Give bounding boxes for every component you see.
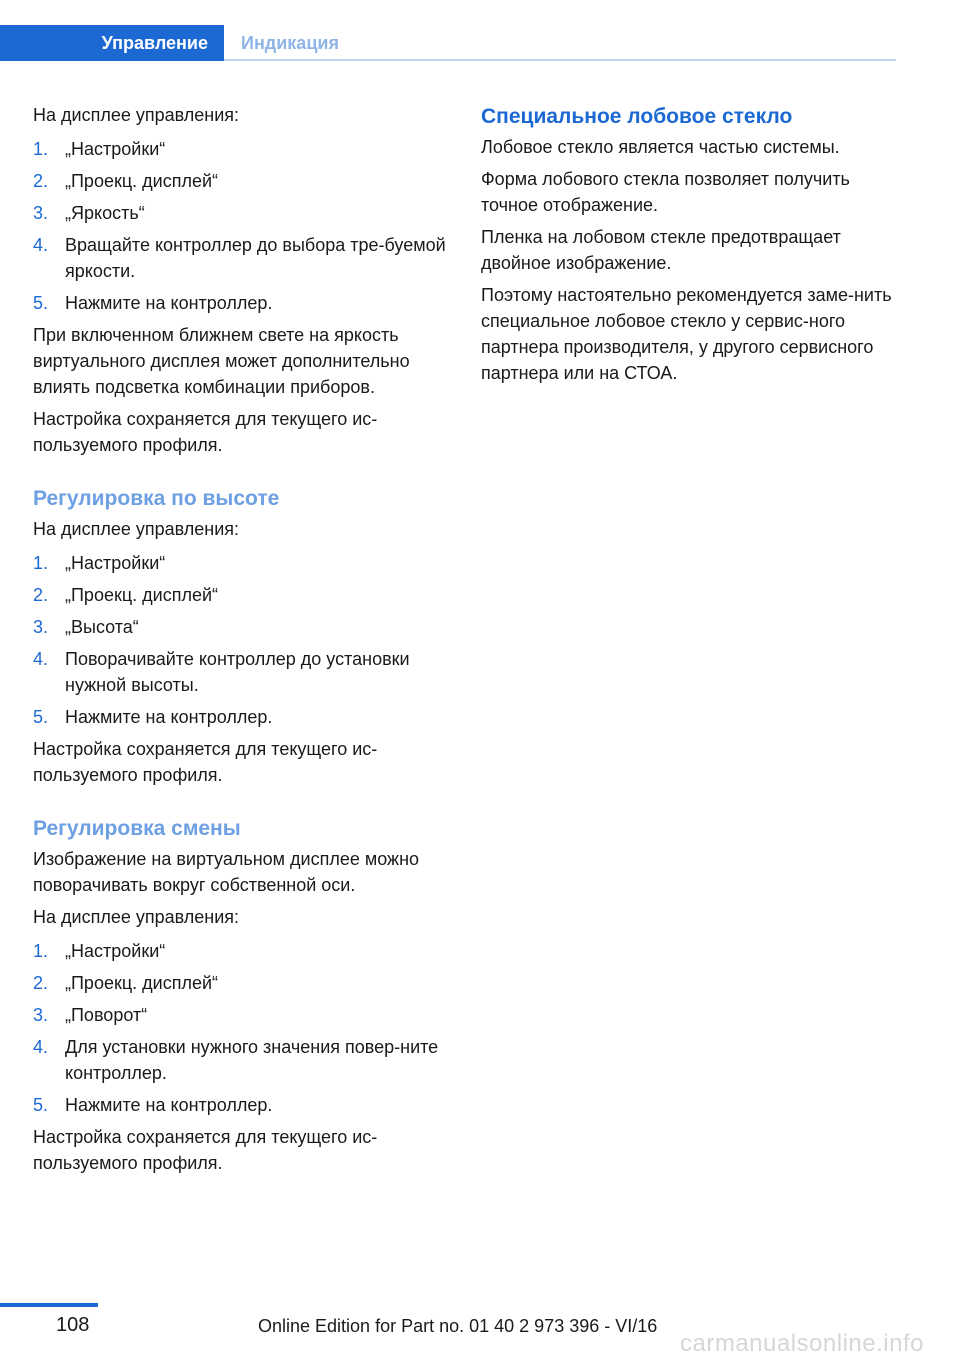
tab-indikatsiya-label: Индикация (241, 32, 339, 53)
step-text: „Проекц. дисплей“ (65, 585, 219, 605)
rotation-steps (33, 938, 453, 1118)
section-windshield (481, 102, 901, 386)
step-number: 2. (33, 171, 49, 191)
windshield-p3: Пленка на лобовом стекле предотвращает двойное изображение. (481, 227, 841, 273)
rotation-intro: На дисплее управления: (33, 907, 240, 927)
step-number: 3. (33, 1005, 49, 1025)
right-column (481, 102, 901, 392)
section-rotation (33, 814, 453, 1176)
list-item (33, 704, 453, 730)
header-rule (224, 59, 896, 61)
step-number: 3. (33, 617, 49, 637)
step-text: Вращайте контроллер до выбора тре‐буемой яркости. (65, 235, 446, 281)
list-item (33, 582, 453, 608)
step-text: Нажмите на контроллер. (65, 1095, 273, 1115)
brightness-note-lights: При включенном ближнем свете на яркость виртуального дисплея может дополнительно влиять подсветка комбинации приборов. (33, 325, 410, 397)
list-item (33, 200, 453, 226)
step-text: Нажмите на контроллер. (65, 707, 273, 727)
step-text: „Проекц. дисплей“ (65, 973, 219, 993)
windshield-p2: Форма лобового стекла позволяет получить точное отображение. (481, 169, 850, 215)
height-intro: На дисплее управления: (33, 519, 240, 539)
list-item (33, 550, 453, 576)
section-height (33, 484, 453, 788)
left-column (33, 102, 453, 1182)
height-heading: Регулировка по высоте (33, 487, 280, 510)
step-number: 1. (33, 139, 49, 159)
step-text: Для установки нужного значения повер‐ните контроллер. (65, 1037, 439, 1083)
brightness-steps (33, 136, 453, 316)
list-item (33, 232, 453, 284)
tab-upravlenie[interactable] (0, 25, 224, 61)
tab-upravlenie-label: Управление (101, 32, 208, 53)
step-text: „Настройки“ (65, 941, 166, 961)
step-number: 4. (33, 1037, 49, 1057)
step-number: 4. (33, 235, 49, 255)
step-number: 5. (33, 1095, 49, 1115)
rotation-heading: Регулировка смены (33, 817, 241, 840)
list-item (33, 1034, 453, 1086)
step-text: „Высота“ (65, 617, 139, 637)
step-text: Поворачивайте контроллер до установки нужной высоты. (65, 649, 410, 695)
step-number: 5. (33, 707, 49, 727)
step-text: „Поворот“ (65, 1005, 148, 1025)
watermark: carmanualsonline.info (680, 1330, 924, 1357)
step-text: „Настройки“ (65, 553, 166, 573)
brightness-note-profile: Настройка сохраняется для текущего ис‐пользуемого профиля. (33, 409, 378, 455)
step-text: „Яркость“ (65, 203, 145, 223)
step-text: Нажмите на контроллер. (65, 293, 273, 313)
step-number: 3. (33, 203, 49, 223)
windshield-p1: Лобовое стекло является частью системы. (481, 137, 840, 157)
list-item (33, 168, 453, 194)
step-number: 1. (33, 553, 49, 573)
rotation-description: Изображение на виртуальном дисплее можно поворачивать вокруг собственной оси. (33, 849, 420, 895)
windshield-heading: Специальное лобовое стекло (481, 105, 793, 128)
step-number: 2. (33, 585, 49, 605)
step-number: 1. (33, 941, 49, 961)
page-number: 108 (56, 1314, 90, 1336)
edition-label: Online Edition for Part no. 01 40 2 973 396 - VI/16 (258, 1316, 658, 1336)
step-number: 4. (33, 649, 49, 669)
page-header (0, 0, 960, 64)
tab-indikatsiya[interactable] (224, 25, 339, 61)
list-item (33, 938, 453, 964)
windshield-p4: Поэтому настоятельно рекомендуется заме‐нить специальное лобовое стекло у сервис‐ного партнера производителя, у другого сервисного партнера или на СТОА. (481, 285, 892, 383)
step-text: „Проекц. дисплей“ (65, 171, 219, 191)
step-number: 2. (33, 973, 49, 993)
list-item (33, 970, 453, 996)
footer-rule (0, 1303, 98, 1307)
step-text: „Настройки“ (65, 139, 166, 159)
brightness-intro: На дисплее управления: (33, 105, 240, 125)
list-item (33, 290, 453, 316)
list-item (33, 136, 453, 162)
list-item (33, 1002, 453, 1028)
list-item (33, 646, 453, 698)
rotation-note-profile: Настройка сохраняется для текущего ис‐пользуемого профиля. (33, 1127, 378, 1173)
step-number: 5. (33, 293, 49, 313)
height-note-profile: Настройка сохраняется для текущего ис‐пользуемого профиля. (33, 739, 378, 785)
section-brightness (33, 102, 453, 458)
list-item (33, 614, 453, 640)
list-item (33, 1092, 453, 1118)
height-steps (33, 550, 453, 730)
